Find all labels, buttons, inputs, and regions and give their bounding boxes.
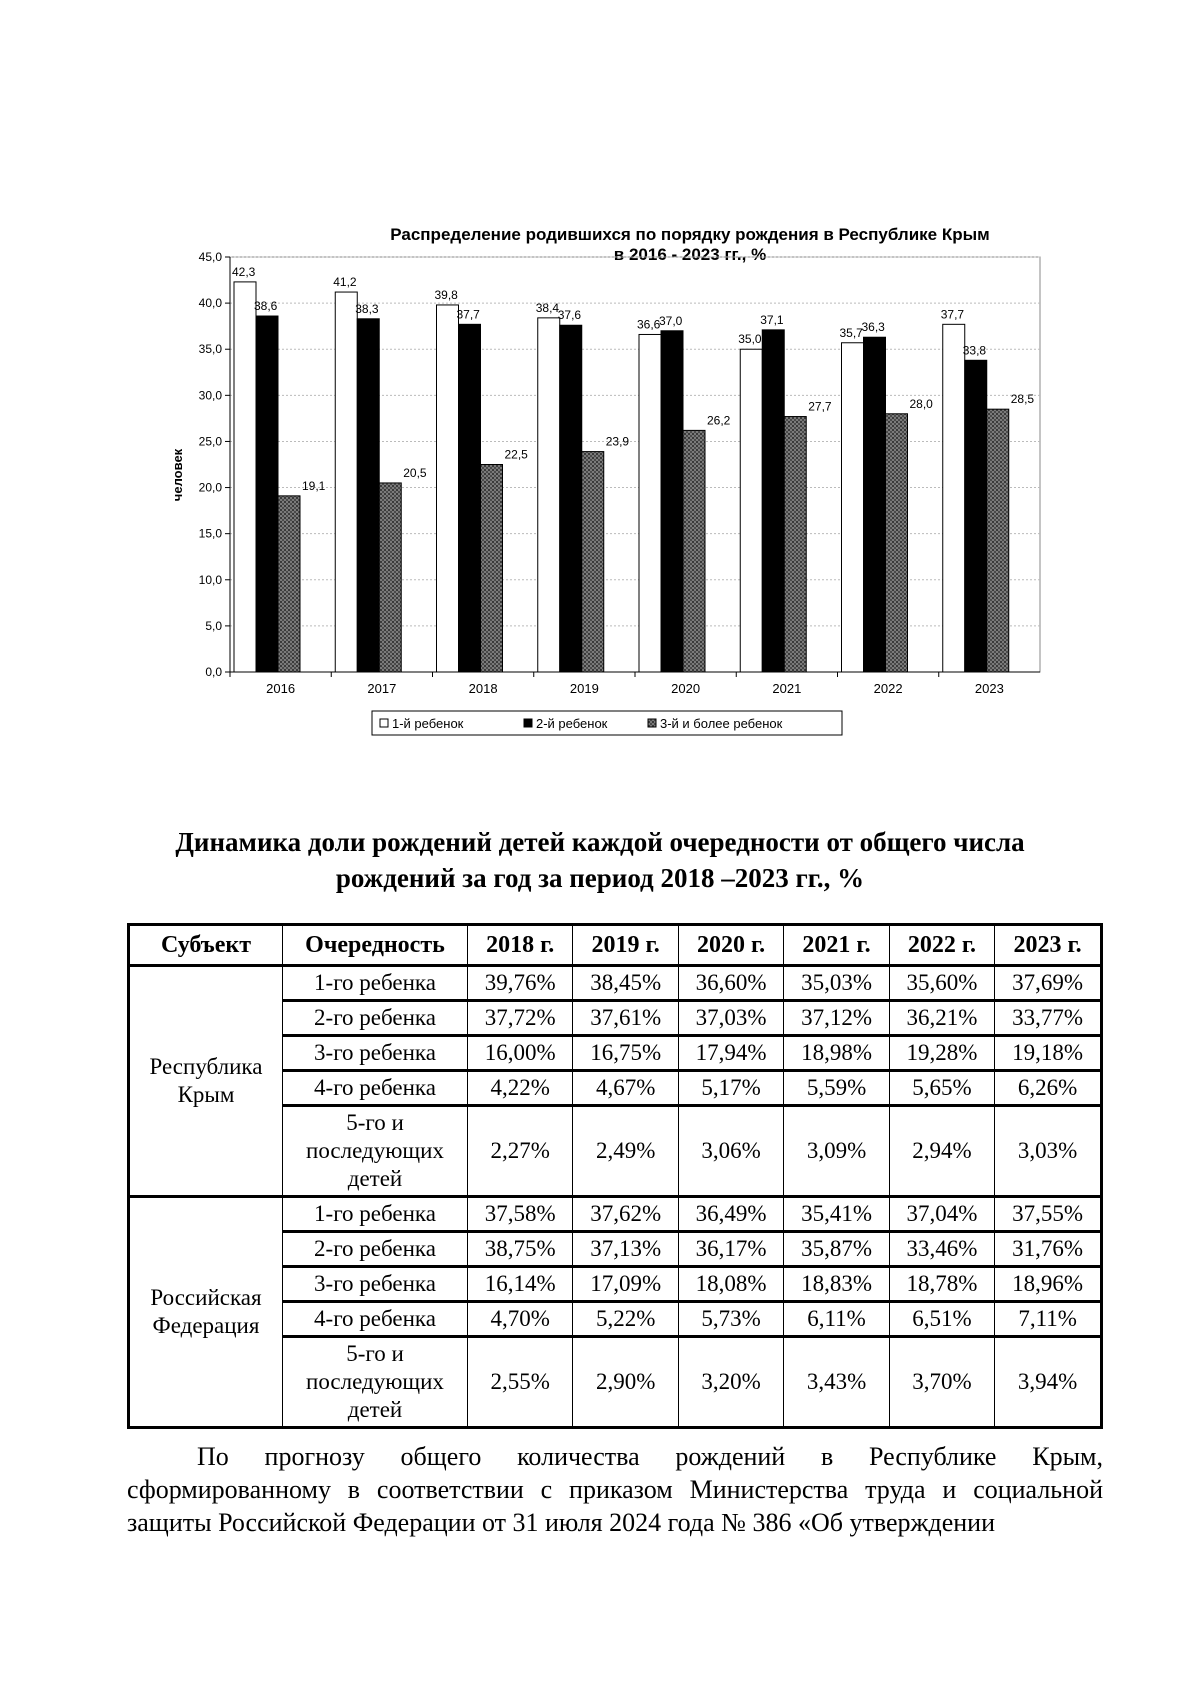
data-label: 35,0: [738, 332, 762, 347]
header-subject: Субъект: [129, 925, 283, 966]
data-label: 38,4: [535, 300, 560, 315]
value-cell: 5,73%: [678, 1302, 783, 1337]
chart-title-line-2: в 2016 - 2023 гг., %: [613, 245, 767, 264]
value-cell: 37,62%: [573, 1197, 678, 1232]
value-cell: 3,43%: [784, 1337, 889, 1428]
bar-series-1: [943, 324, 965, 672]
value-cell: 37,03%: [678, 1001, 783, 1036]
value-cell: 4,22%: [468, 1071, 573, 1106]
bar-series-3: [987, 409, 1009, 672]
value-cell: 2,49%: [573, 1106, 678, 1197]
data-label: 23,9: [605, 434, 630, 449]
data-label: 36,3: [861, 320, 885, 335]
bar-series-2: [864, 337, 886, 672]
value-cell: 18,83%: [784, 1267, 889, 1302]
bar-series-2: [357, 319, 379, 672]
value-cell: 16,14%: [468, 1267, 573, 1302]
value-cell: 3,94%: [995, 1337, 1102, 1428]
value-cell: 35,87%: [784, 1232, 889, 1267]
value-cell: 37,12%: [784, 1001, 889, 1036]
legend-swatch: [648, 719, 656, 727]
bar-series-2: [965, 360, 987, 672]
data-label: 19,1: [302, 478, 326, 493]
data-label: 37,1: [760, 312, 784, 327]
value-cell: 7,11%: [995, 1302, 1102, 1337]
value-cell: 35,03%: [784, 966, 889, 1001]
section-title: [140, 824, 1060, 896]
birth-share-table: [127, 923, 1103, 1429]
data-label: 36,6: [637, 317, 661, 332]
value-cell: 18,98%: [784, 1036, 889, 1071]
legend-label: 1-й ребенок: [392, 716, 464, 731]
order-cell: 5-го и последующих детей: [283, 1106, 468, 1197]
order-cell: 2-го ребенка: [283, 1232, 468, 1267]
header-2018: 2018 г.: [468, 925, 573, 966]
bar-series-2: [459, 324, 481, 672]
value-cell: 37,69%: [995, 966, 1102, 1001]
birth-order-bar-chart: [160, 225, 1060, 805]
y-tick-label: 10,0: [198, 572, 222, 587]
data-label: 38,3: [355, 301, 379, 316]
header-2019: 2019 г.: [573, 925, 678, 966]
data-label: 37,7: [456, 307, 480, 322]
body-text: [127, 1440, 1103, 1539]
value-cell: 31,76%: [995, 1232, 1102, 1267]
bar-series-2: [661, 331, 683, 672]
body-paragraph: По прогнозу общего количества рождений в Республике Крым, сформированному в соответствии с приказом Министерства труда и социальной защиты Российской Федерации от 31 июля 2024 года № 386 «Об утверждении: [127, 1442, 1103, 1537]
legend-label: 2-й ребенок: [536, 716, 608, 731]
value-cell: 2,55%: [468, 1337, 573, 1428]
bar-series-1: [234, 282, 256, 672]
value-cell: 6,51%: [889, 1302, 994, 1337]
value-cell: 4,70%: [468, 1302, 573, 1337]
bar-series-1: [842, 343, 864, 672]
y-tick-label: 20,0: [198, 480, 222, 495]
value-cell: 37,61%: [573, 1001, 678, 1036]
order-cell: 1-го ребенка: [283, 1197, 468, 1232]
subject-cell: Российская Федерация: [129, 1197, 283, 1428]
y-tick-label: 40,0: [198, 296, 222, 311]
y-tick-label: 0,0: [205, 665, 222, 679]
y-tick-label: 25,0: [198, 434, 222, 449]
value-cell: 17,09%: [573, 1267, 678, 1302]
value-cell: 3,20%: [678, 1337, 783, 1428]
value-cell: 36,17%: [678, 1232, 783, 1267]
value-cell: 5,65%: [889, 1071, 994, 1106]
x-tick-label: 2023: [974, 681, 1004, 696]
y-tick-label: 30,0: [198, 388, 222, 403]
chart-title-line-1: Распределение родившихся по порядку рождения в Республике Крым: [390, 225, 990, 244]
value-cell: 35,60%: [889, 966, 994, 1001]
bar-series-3: [582, 452, 604, 672]
data-label: 20,5: [403, 465, 427, 480]
bar-series-2: [256, 316, 278, 672]
value-cell: 3,06%: [678, 1106, 783, 1197]
bar-series-1: [335, 292, 357, 672]
data-label: 37,6: [557, 308, 582, 323]
legend-swatch: [380, 719, 388, 727]
value-cell: 16,75%: [573, 1036, 678, 1071]
data-label: 28,5: [1010, 392, 1035, 407]
value-cell: 3,03%: [995, 1106, 1102, 1197]
value-cell: 37,13%: [573, 1232, 678, 1267]
value-cell: 39,76%: [468, 966, 573, 1001]
order-cell: 3-го ребенка: [283, 1036, 468, 1071]
value-cell: 35,41%: [784, 1197, 889, 1232]
y-tick-label: 5,0: [205, 618, 222, 633]
chart-bars: [234, 282, 1009, 672]
value-cell: 4,67%: [573, 1071, 678, 1106]
bar-series-1: [639, 334, 661, 672]
bar-series-3: [784, 417, 806, 672]
data-label: 33,8: [962, 343, 987, 358]
value-cell: 17,94%: [678, 1036, 783, 1071]
order-cell: 4-го ребенка: [283, 1302, 468, 1337]
data-label: 22,5: [504, 447, 528, 462]
order-cell: 2-го ребенка: [283, 1001, 468, 1036]
table-group-russia: [129, 1197, 1102, 1428]
value-cell: 37,72%: [468, 1001, 573, 1036]
chart-axes: [199, 250, 1040, 696]
value-cell: 33,77%: [995, 1001, 1102, 1036]
value-cell: 38,75%: [468, 1232, 573, 1267]
data-label: 37,0: [659, 313, 683, 328]
value-cell: 5,22%: [573, 1302, 678, 1337]
value-cell: 6,26%: [995, 1071, 1102, 1106]
header-2023: 2023 г.: [995, 925, 1102, 966]
table-header-row: [129, 925, 1102, 966]
data-label: 37,7: [940, 307, 965, 322]
value-cell: 16,00%: [468, 1036, 573, 1071]
value-cell: 5,59%: [784, 1071, 889, 1106]
header-2022: 2022 г.: [889, 925, 994, 966]
order-cell: 1-го ребенка: [283, 966, 468, 1001]
value-cell: 18,78%: [889, 1267, 994, 1302]
data-label: 26,2: [707, 413, 731, 428]
bar-series-3: [379, 483, 401, 672]
data-label: 35,7: [839, 325, 863, 340]
x-tick-label: 2019: [569, 681, 599, 696]
y-axis-label: человек: [170, 448, 185, 502]
data-label: 38,6: [254, 299, 278, 314]
value-cell: 5,17%: [678, 1071, 783, 1106]
bar-series-1: [538, 318, 560, 672]
value-cell: 19,18%: [995, 1036, 1102, 1071]
section-title-line-1: Динамика доли рождений детей каждой очередности от общего числа: [175, 827, 1025, 857]
header-2020: 2020 г.: [678, 925, 783, 966]
data-label: 42,3: [232, 264, 256, 279]
x-tick-label: 2022: [873, 681, 903, 696]
bar-series-3: [481, 465, 503, 673]
value-cell: 36,49%: [678, 1197, 783, 1232]
data-label: 39,8: [434, 287, 458, 302]
value-cell: 6,11%: [784, 1302, 889, 1337]
value-cell: 2,94%: [889, 1106, 994, 1197]
bar-series-1: [437, 305, 459, 672]
value-cell: 18,08%: [678, 1267, 783, 1302]
value-cell: 3,70%: [889, 1337, 994, 1428]
order-cell: 5-го и последующих детей: [283, 1337, 468, 1428]
subject-cell: Республика Крым: [129, 966, 283, 1197]
header-order: Очередность: [283, 925, 468, 966]
x-tick-label: 2020: [671, 681, 701, 696]
table-row: [129, 966, 1102, 1001]
bar-series-2: [560, 325, 582, 672]
y-tick-label: 45,0: [198, 250, 222, 264]
value-cell: 37,58%: [468, 1197, 573, 1232]
value-cell: 19,28%: [889, 1036, 994, 1071]
header-2021: 2021 г.: [784, 925, 889, 966]
data-label: 41,2: [333, 275, 357, 290]
chart-legend: [372, 711, 842, 735]
value-cell: 2,90%: [573, 1337, 678, 1428]
y-tick-label: 35,0: [198, 342, 222, 357]
value-cell: 37,04%: [889, 1197, 994, 1232]
value-cell: 33,46%: [889, 1232, 994, 1267]
x-tick-label: 2018: [468, 681, 498, 696]
bar-series-1: [740, 349, 762, 672]
data-label: 28,0: [909, 396, 933, 411]
table-row: [129, 1197, 1102, 1232]
y-tick-label: 15,0: [198, 526, 222, 541]
value-cell: 38,45%: [573, 966, 678, 1001]
legend-label: 3-й и более ребенок: [660, 716, 783, 731]
x-tick-label: 2017: [367, 681, 397, 696]
value-cell: 18,96%: [995, 1267, 1102, 1302]
order-cell: 4-го ребенка: [283, 1071, 468, 1106]
table-group-crimea: [129, 966, 1102, 1197]
x-tick-label: 2021: [772, 681, 802, 696]
order-cell: 3-го ребенка: [283, 1267, 468, 1302]
bar-series-2: [762, 330, 784, 672]
value-cell: 36,60%: [678, 966, 783, 1001]
legend-swatch: [524, 719, 532, 727]
bar-series-3: [278, 496, 300, 672]
value-cell: 37,55%: [995, 1197, 1102, 1232]
x-tick-label: 2016: [266, 681, 296, 696]
value-cell: 3,09%: [784, 1106, 889, 1197]
value-cell: 2,27%: [468, 1106, 573, 1197]
section-title-line-2: рождений за год за период 2018 –2023 гг., %: [335, 863, 865, 893]
data-label: 27,7: [808, 399, 832, 414]
bar-series-3: [886, 414, 908, 672]
bar-series-3: [683, 430, 705, 672]
value-cell: 36,21%: [889, 1001, 994, 1036]
